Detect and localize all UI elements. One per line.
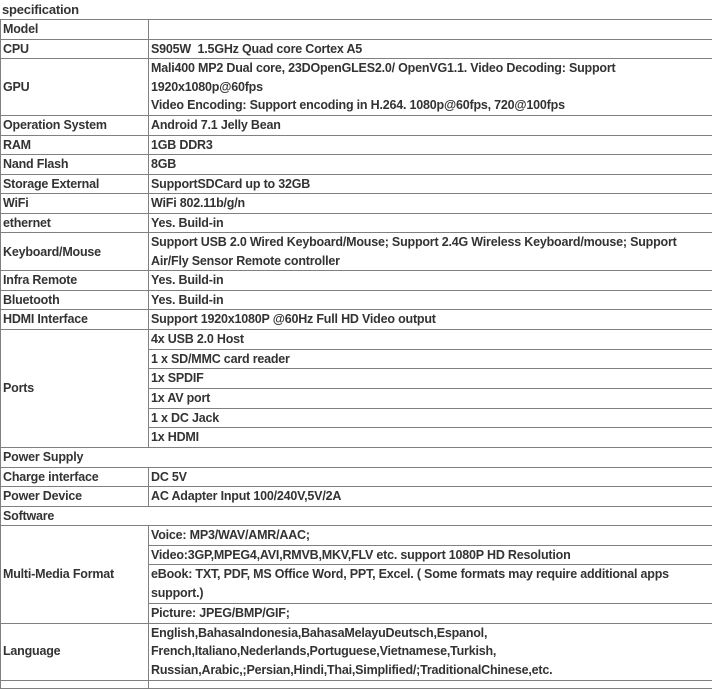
row-label-charge-interface: Charge interface	[1, 467, 149, 487]
specification-table	[0, 19, 712, 689]
value-line: Air/Fly Sensor Remote controller	[151, 252, 711, 271]
row-value-ports-3	[149, 389, 712, 409]
row-label-ram: RAM	[1, 135, 149, 155]
row-value-gpu	[149, 59, 712, 116]
spec-row-power-device	[1, 487, 712, 507]
value-line: 1x HDMI	[151, 428, 711, 447]
row-label-nand-flash: Nand Flash	[1, 155, 149, 175]
row-label-ethernet: ethernet	[1, 213, 149, 233]
row-value-charge-interface: DC 5V	[149, 467, 712, 487]
spec-row-bluetooth	[1, 290, 712, 310]
value-line: 4x USB 2.0 Host	[151, 330, 711, 349]
row-label-partial	[1, 680, 149, 688]
row-value-ram: 1GB DDR3	[149, 135, 712, 155]
section-row-power-supply	[1, 448, 712, 468]
row-label-ports: Ports	[1, 329, 149, 447]
row-value-operation-system: Android 7.1 Jelly Bean	[149, 116, 712, 136]
value-line: Picture: JPEG/BMP/GIF;	[151, 604, 711, 623]
value-line: eBook: TXT, PDF, MS Office Word, PPT, Excel. ( Some formats may require additional apps	[151, 565, 711, 584]
spec-row-charge-interface	[1, 467, 712, 487]
specification-table-body	[1, 20, 712, 689]
value-line: Voice: MP3/WAV/AMR/AAC;	[151, 526, 711, 545]
row-value-multi-media-format-2	[149, 565, 712, 603]
row-label-gpu: GPU	[1, 59, 149, 116]
partial-row	[1, 680, 712, 688]
row-value-storage-external: SupportSDCard up to 32GB	[149, 174, 712, 194]
row-label-hdmi-interface: HDMI Interface	[1, 310, 149, 330]
row-label-wifi: WiFi	[1, 194, 149, 214]
row-value-language	[149, 623, 712, 680]
row-label-operation-system: Operation System	[1, 116, 149, 136]
spec-row-wifi	[1, 194, 712, 214]
spec-row-ram	[1, 135, 712, 155]
value-line: Video Encoding: Support encoding in H.264. 1080p@60fps, 720@100fps	[151, 96, 711, 115]
row-label-power-device: Power Device	[1, 487, 149, 507]
row-value-ports-2	[149, 369, 712, 389]
section-label: Software	[1, 506, 712, 526]
row-label-infra-remote: Infra Remote	[1, 271, 149, 291]
row-value-multi-media-format-1	[149, 545, 712, 565]
spec-row-infra-remote	[1, 271, 712, 291]
value-line: Support USB 2.0 Wired Keyboard/Mouse; Support 2.4G Wireless Keyboard/mouse; Support	[151, 233, 711, 252]
value-line: 1 x SD/MMC card reader	[151, 350, 711, 369]
row-value-bluetooth: Yes. Build-in	[149, 290, 712, 310]
row-value-keyboard-mouse	[149, 233, 712, 271]
row-value-cpu: S905W 1.5GHz Quad core Cortex A5	[149, 39, 712, 59]
spec-row-language	[1, 623, 712, 680]
section-row-software	[1, 506, 712, 526]
value-line: 1 x DC Jack	[151, 409, 711, 428]
row-value-ports-0	[149, 329, 712, 349]
row-value-ports-4	[149, 408, 712, 428]
page-title: specification	[0, 0, 712, 19]
row-label-keyboard-mouse: Keyboard/Mouse	[1, 233, 149, 271]
value-line: 1920x1080p@60fps	[151, 78, 711, 97]
spec-row-keyboard-mouse	[1, 233, 712, 271]
spec-row-model	[1, 20, 712, 40]
spec-row-nand-flash	[1, 155, 712, 175]
row-value-wifi: WiFi 802.11b/g/n	[149, 194, 712, 214]
row-value-multi-media-format-3	[149, 603, 712, 623]
spec-row-operation-system	[1, 116, 712, 136]
row-label-cpu: CPU	[1, 39, 149, 59]
spec-row-gpu	[1, 59, 712, 116]
row-value-partial	[149, 680, 712, 688]
row-value-nand-flash: 8GB	[149, 155, 712, 175]
row-label-multi-media-format: Multi-Media Format	[1, 526, 149, 623]
spec-row-ports-0	[1, 329, 712, 349]
row-value-power-device: AC Adapter Input 100/240V,5V/2A	[149, 487, 712, 507]
value-line: support.)	[151, 584, 711, 603]
value-line: Video:3GP,MPEG4,AVI,RMVB,MKV,FLV etc. support 1080P HD Resolution	[151, 546, 711, 565]
spec-row-cpu	[1, 39, 712, 59]
value-line: 1x AV port	[151, 389, 711, 408]
spec-row-storage-external	[1, 174, 712, 194]
spec-row-ethernet	[1, 213, 712, 233]
row-value-ethernet: Yes. Build-in	[149, 213, 712, 233]
row-value-model	[149, 20, 712, 40]
row-value-ports-5	[149, 428, 712, 448]
value-line: French,Italiano,Nederlands,Portuguese,Vietnamese,Turkish,	[151, 642, 711, 661]
row-value-ports-1	[149, 349, 712, 369]
row-label-language: Language	[1, 623, 149, 680]
value-line: Russian,Arabic,;Persian,Hindi,Thai,Simplified/;TraditionalChinese,etc.	[151, 661, 711, 680]
row-label-storage-external: Storage External	[1, 174, 149, 194]
row-value-infra-remote: Yes. Build-in	[149, 271, 712, 291]
value-line: Mali400 MP2 Dual core, 23DOpenGLES2.0/ OpenVG1.1. Video Decoding: Support	[151, 59, 711, 78]
row-value-multi-media-format-0	[149, 526, 712, 546]
spec-row-hdmi-interface	[1, 310, 712, 330]
value-line: English,BahasaIndonesia,BahasaMelayuDeutsch,Espanol,	[151, 624, 711, 643]
row-label-model: Model	[1, 20, 149, 40]
section-label: Power Supply	[1, 448, 712, 468]
value-line: 1x SPDIF	[151, 369, 711, 388]
spec-row-multi-media-format-0	[1, 526, 712, 546]
row-label-bluetooth: Bluetooth	[1, 290, 149, 310]
row-value-hdmi-interface: Support 1920x1080P @60Hz Full HD Video output	[149, 310, 712, 330]
